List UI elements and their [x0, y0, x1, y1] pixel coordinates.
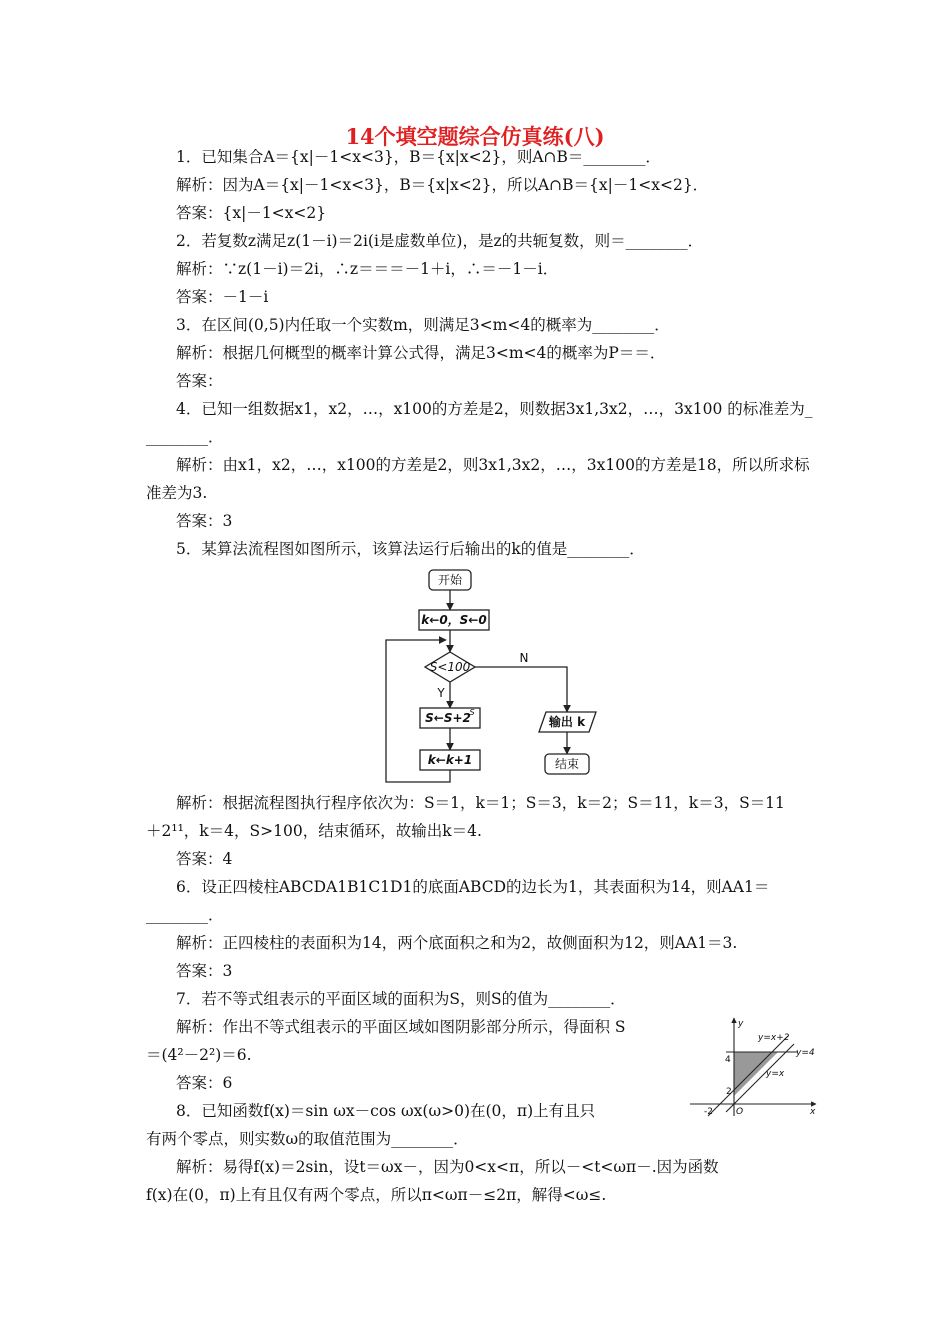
flow-yes-label: Y	[437, 686, 445, 700]
q8-solution-cont: f(x)在(0，π)上有且仅有两个零点，所以π<ωπ－≤2π，解得<ω≤.	[146, 1186, 607, 1204]
flowchart-diagram	[380, 566, 620, 784]
q8-solution: 解析：易得f(x)＝2sin，设t＝ωx－，因为0<x<π，所以－<t<ωπ－.因为函数	[176, 1158, 719, 1176]
region-line2-label: y=4	[796, 1048, 815, 1058]
q2-question: 2．若复数z满足z(1－i)＝2i(i是虚数单位)，是z的共轭复数，则＝________．	[176, 232, 704, 250]
q3-question: 3．在区间(0,5)内任取一个实数m，则满足3<m<4的概率为________．	[176, 316, 670, 334]
region-tick-4: 4	[725, 1055, 731, 1065]
flow-cond-label: S<100	[429, 660, 471, 674]
q5-question: 5．某算法流程图如图所示，该算法运行后输出的k的值是________．	[176, 540, 645, 558]
q1-question: 1．已知集合A＝{x|－1<x<3}，B＝{x|x<2}，则A∩B＝________．	[176, 148, 661, 166]
q4-solution-cont: 准差为3.	[146, 484, 208, 502]
page-title: 14个填空题综合仿真练(八)	[345, 124, 605, 149]
q5-solution: 解析：根据流程图执行程序依次为：S＝1，k＝1；S＝3，k＝2；S＝11，k＝3，S＝11	[176, 794, 785, 812]
q2-solution: 解析：∵z(1－i)＝2i，∴z＝＝＝－1＋i，∴＝－1－i．	[176, 260, 559, 278]
region-plot-figure	[686, 1016, 820, 1120]
flow-start-label: 开始	[437, 573, 463, 587]
q7-solution: 解析：作出不等式组表示的平面区域如图阴影部分所示，得面积 S	[176, 1018, 626, 1036]
q6-answer: 答案：3	[176, 962, 233, 980]
q2-answer: 答案：－1－i	[176, 288, 269, 306]
region-y-axis-label: y	[738, 1019, 744, 1029]
flow-end-label: 结束	[554, 757, 580, 771]
flow-step2-label: k←k+1	[427, 753, 473, 767]
q7-solution-cont: ＝(4²－2²)＝6.	[146, 1046, 252, 1064]
flow-output-label: 输出 k	[548, 715, 586, 729]
q8-question-cont: 有两个零点，则实数ω的取值范围为________．	[146, 1130, 469, 1148]
flow-step1-label: S←S+2	[425, 711, 471, 725]
region-x-axis-label: x	[810, 1107, 816, 1117]
q7-question: 7．若不等式组表示的平面区域的面积为S，则S的值为________．	[176, 990, 626, 1008]
flow-step1-superscript: S	[469, 708, 475, 717]
q4-question: 4．已知一组数据x1，x2，…，x100的方差是2，则数据3x1,3x2，…，3x100 的标准差为_	[176, 400, 813, 418]
q3-answer: 答案：	[176, 372, 223, 390]
q4-question-cont: ________．	[146, 428, 224, 446]
q8-question: 8．已知函数f(x)＝sin ωx－cos ωx(ω>0)在(0，π)上有且只	[176, 1102, 596, 1120]
q6-question-cont: ________．	[146, 906, 224, 924]
q6-solution: 解析：正四棱柱的表面积为14，两个底面积之和为2，故侧面积为12，则AA1＝3.	[176, 934, 738, 952]
region-tick-2: 2	[726, 1087, 732, 1097]
q1-solution: 解析：因为A＝{x|－1<x<3}，B＝{x|x<2}，所以A∩B＝{x|－1<x<2}．	[176, 176, 709, 194]
flow-no-label: N	[519, 651, 529, 665]
flow-init-label: k←0，S←0	[421, 613, 487, 627]
q4-solution: 解析：由x1，x2，…，x100的方差是2，则3x1,3x2，…，3x100的方差是18，所以所求标	[176, 456, 810, 474]
q5-solution-cont: ＋2¹¹，k＝4，S>100，结束循环，故输出k＝4.	[146, 822, 482, 840]
q4-answer: 答案：3	[176, 512, 233, 530]
region-line1-label: y=x+2	[758, 1033, 790, 1043]
region-tick-neg2: -2	[704, 1107, 713, 1117]
q1-answer: 答案：{x|－1<x<2}	[176, 204, 327, 222]
region-origin-label: O	[736, 1107, 744, 1117]
q5-answer: 答案：4	[176, 850, 233, 868]
q3-solution: 解析：根据几何概型的概率计算公式得，满足3<m<4的概率为P＝＝．	[176, 344, 666, 362]
q6-question: 6．设正四棱柱ABCDA1B1C1D1的底面ABCD的边长为1，其表面积为14，则AA1＝	[176, 878, 770, 896]
q7-answer: 答案：6	[176, 1074, 233, 1092]
region-line3-label: y=x	[766, 1069, 785, 1079]
